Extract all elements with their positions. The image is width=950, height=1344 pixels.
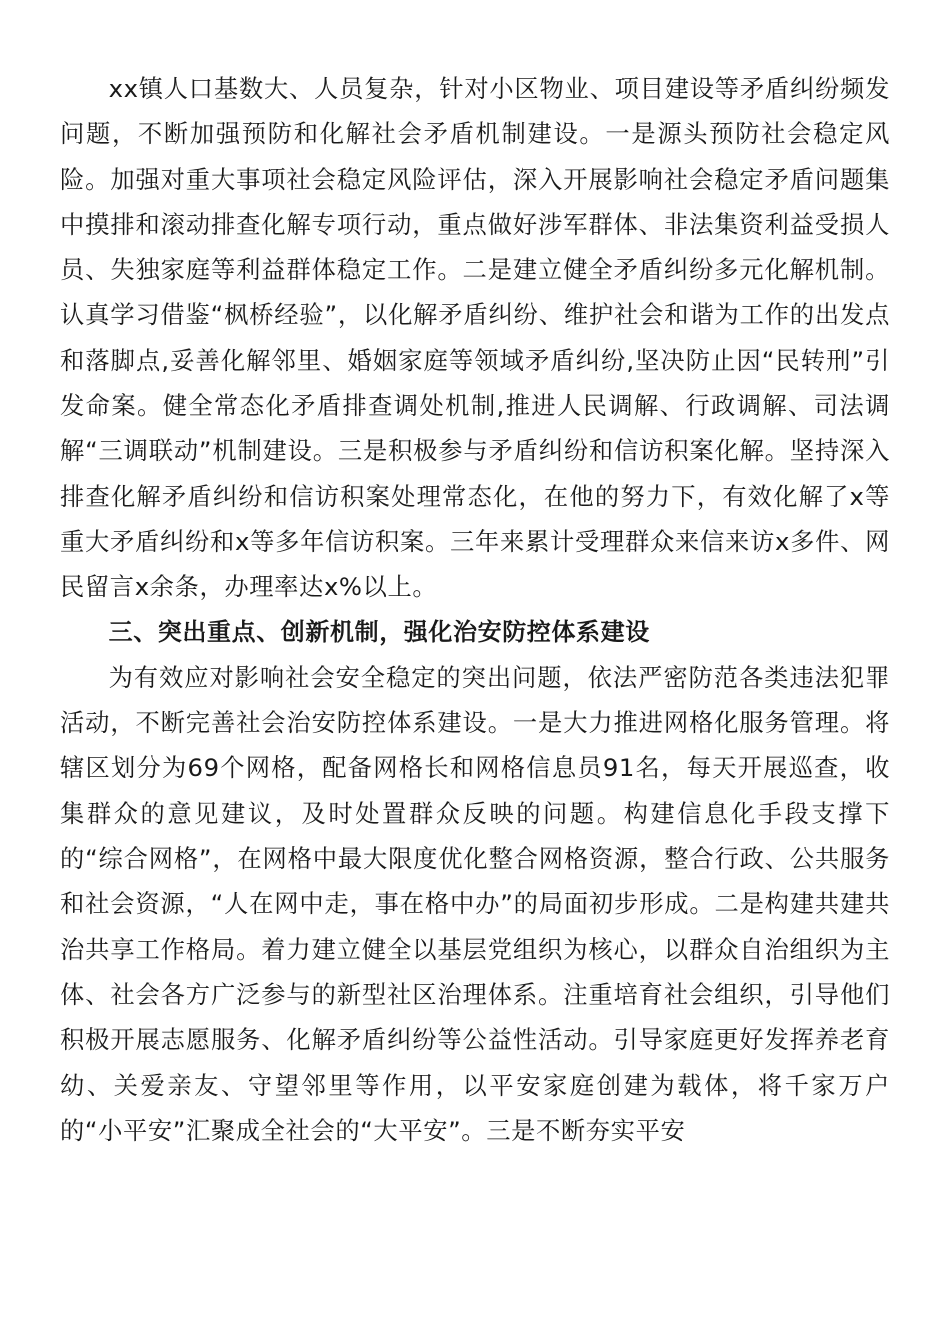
document-page bbox=[60, 66, 890, 1153]
body-paragraph: 为有效应对影响社会安全稳定的突出问题，依法严密防范各类违法犯罪活动，不断完善社会治安防控体系建设。一是大力推进网格化服务管理。将辖区划分为69个网格，配备网格长和网格信息员91名，每天开展巡查，收集群众的意见建议，及时处置群众反映的问题。构建信息化手段支撑下的“综合网格”，在网格中最大限度优化整合网格资源，整合行政、公共服务和社会资源，“人在网中走，事在格中办”的局面初步形成。二是构建共建共治共享工作格局。着力建立健全以基层党组织为核心，以群众自治组织为主体、社会各方广泛参与的新型社区治理体系。注重培育社会组织，引导他们积极开展志愿服务、化解矛盾纠纷等公益性活动。引导家庭更好发挥养老育幼、关爱亲友、守望邻里等作用，以平安家庭创建为载体，将千家万户的“小平安”汇聚成全社会的“大平安”。三是不断夯实平安 bbox=[60, 662, 890, 1145]
section-heading: 三、突出重点、创新机制，强化治安防控体系建设 bbox=[108, 617, 650, 646]
body-paragraph: xx镇人口基数大、人员复杂，针对小区物业、项目建设等矛盾纠纷频发问题，不断加强预防和化解社会矛盾机制建设。一是源头预防社会稳定风险。加强对重大事项社会稳定风险评估，深入开展影响社会稳定矛盾问题集中摸排和滚动排查化解专项行动，重点做好涉军群体、非法集资利益受损人员、失独家庭等利益群体稳定工作。二是建立健全矛盾纠纷多元化解机制。认真学习借鉴“枫桥经验”，以化解矛盾纠纷、维护社会和谐为工作的出发点和落脚点,妥善化解邻里、婚姻家庭等领域矛盾纠纷,坚决防止因“民转刑”引发命案。健全常态化矛盾排查调处机制,推进人民调解、行政调解、司法调解“三调联动”机制建设。三是积极参与矛盾纠纷和信访积案化解。坚持深入排查化解矛盾纠纷和信访积案处理常态化，在他的努力下，有效化解了x等重大矛盾纠纷和x等多年信访积案。三年来累计受理群众来信来访x多件、网民留言x余条，办理率达x%以上。 bbox=[60, 74, 890, 602]
